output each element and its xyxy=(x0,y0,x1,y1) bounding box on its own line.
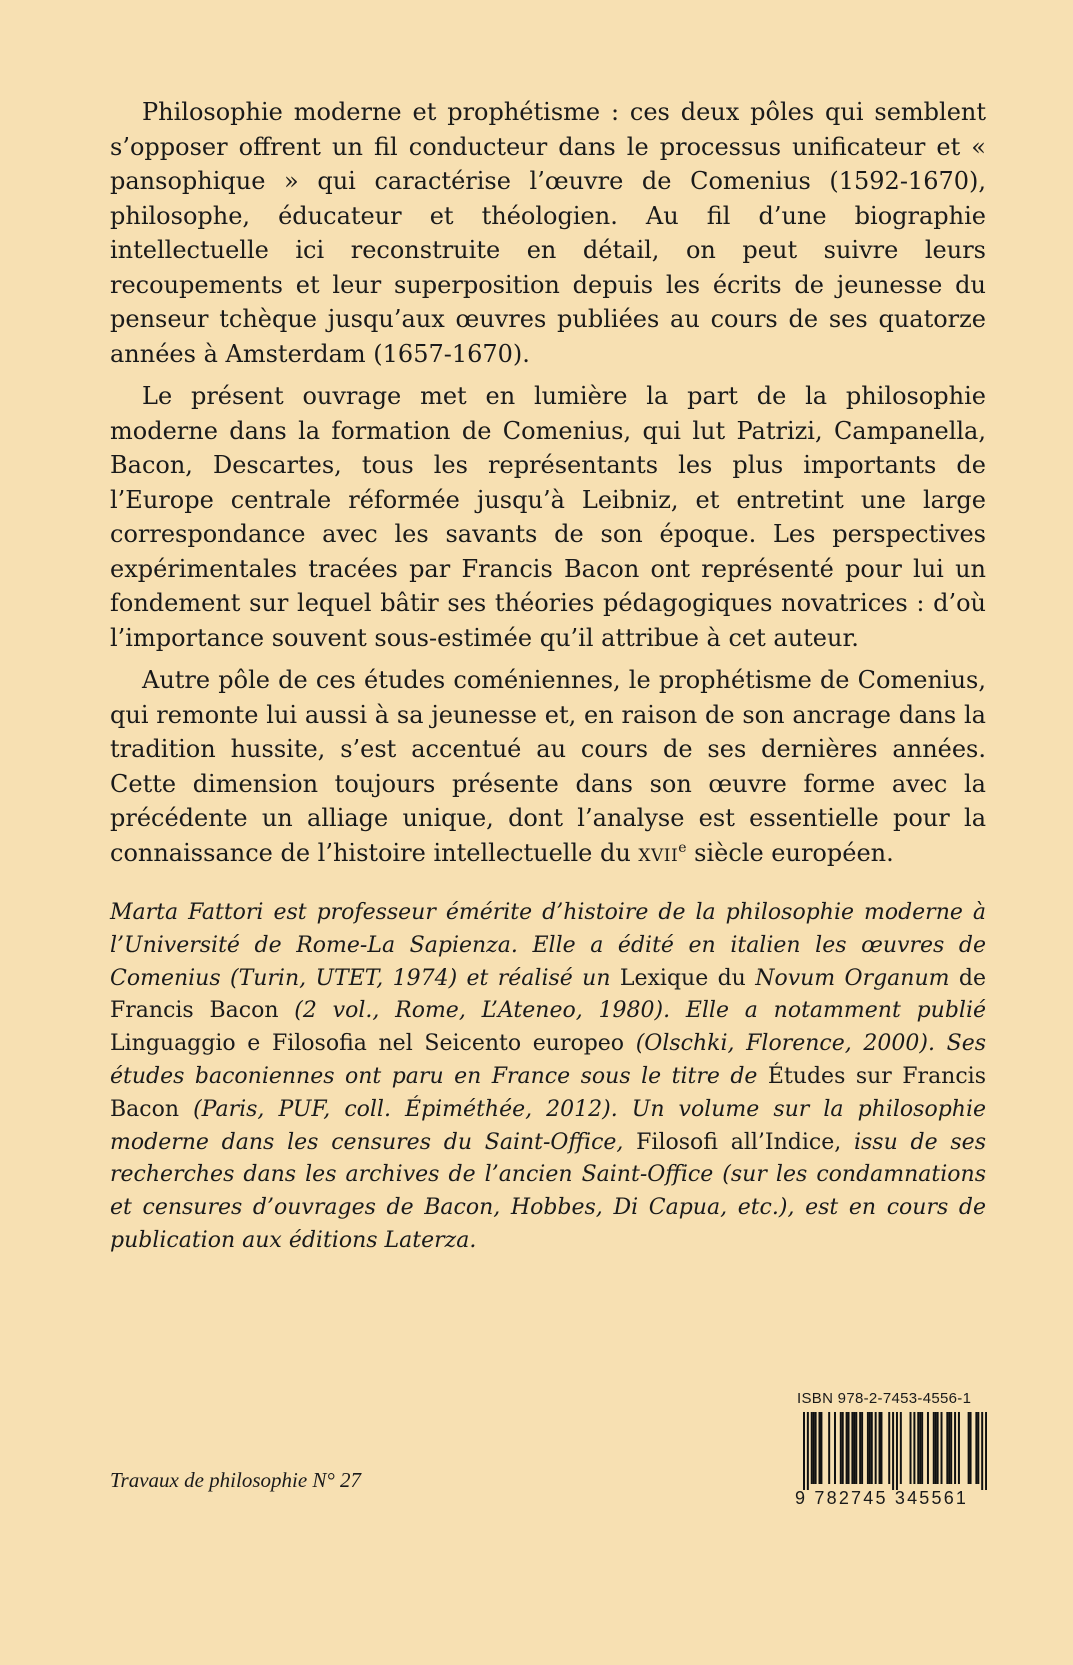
back-cover-text xyxy=(110,95,986,878)
bio-segment: Linguaggio e Filosofia nel Seicento europeo xyxy=(110,1031,636,1057)
century-numeral: xvii xyxy=(638,838,679,867)
barcode-bar xyxy=(869,1412,871,1484)
barcode-bar xyxy=(950,1412,952,1484)
barcode-bar xyxy=(880,1412,882,1484)
barcode-bar xyxy=(977,1412,979,1484)
barcode-bar xyxy=(803,1412,805,1490)
bio-segment: Lexique du xyxy=(619,965,756,991)
barcode-bar xyxy=(871,1412,873,1484)
barcode-bar xyxy=(958,1412,960,1484)
paragraph-3-before: Autre pôle de ces études coméniennes, le prophétisme de Comenius, qui remonte lui aussi à sa jeunesse et, en raison de son ancrage dans la tradition hussite, s’est accentué au cours de ses dernières années. Cette dimension toujours présente dans son œuvre forme avec la précédente un alliage unique, dont l’analyse est essentielle pour la connaissance de l’histoire intellectuelle du xyxy=(110,666,986,867)
barcode-bar xyxy=(879,1412,881,1484)
bio-segment: Novum Organum xyxy=(755,965,950,991)
barcode-bar xyxy=(975,1412,977,1484)
barcode-bar xyxy=(815,1412,817,1484)
barcode-icon xyxy=(803,1412,987,1490)
paragraph-1: Philosophie moderne et prophétisme : ces deux pôles qui semblent s’opposer offrent un fil conducteur dans le processus unificateur et « pansophique » qui caractérise l’œuvre de Comenius (1592-1670), philosophe, éducateur et théologien. Au fil d’une biographie intellectuelle ici reconstruite en détail, on peut suivre leurs recoupements et leur superposition depuis les écrits de jeunesse du penseur tchèque jusqu’aux œuvres publiées au cours de ses quatorze années à Amsterdam (1657-1670). xyxy=(110,98,986,368)
barcode-bar xyxy=(828,1412,830,1484)
barcode-bar xyxy=(948,1412,950,1484)
author-biography xyxy=(110,897,986,1258)
ean-digits: 9 782745 345561 xyxy=(795,1488,969,1508)
barcode-bar xyxy=(917,1412,919,1484)
barcode-bar xyxy=(855,1412,857,1484)
bio-segment: (2 vol., Rome, L’Ateneo, 1980). Elle a notamment publié xyxy=(294,998,987,1024)
barcode-bar xyxy=(840,1412,842,1484)
barcode-bar xyxy=(834,1412,836,1484)
barcode-bar xyxy=(970,1412,972,1484)
paragraph-2: Le présent ouvrage met en lumière la part de la philosophie moderne dans la formation de Comenius, qui lut Patrizi, Campanella, Bacon, Descartes, tous les représentants les plus importants de l’Europe centrale réformée jusqu’à Leibniz, et entretint une large correspondance avec les savants de son époque. Les perspectives expérimentales tracées par Francis Bacon ont représenté pour lui un fondement sur lequel bâtir ses théories pédagogiques novatrices : d’où l’importance souvent sous-estimée qu’il attribue à cet auteur. xyxy=(110,382,986,652)
barcode-bar xyxy=(851,1412,853,1484)
barcode-bar xyxy=(985,1412,987,1490)
barcode-bar xyxy=(910,1412,912,1484)
series-label: Travaux de philosophie N° 27 xyxy=(110,1468,362,1492)
barcode-bar xyxy=(935,1412,937,1484)
barcode-bar xyxy=(846,1412,848,1484)
barcode-bar xyxy=(842,1412,844,1484)
barcode-bar xyxy=(888,1412,890,1484)
century-superscript: e xyxy=(678,839,687,856)
barcode-bar xyxy=(913,1412,915,1484)
barcode-bar xyxy=(861,1412,863,1484)
barcode-bar xyxy=(927,1412,929,1484)
barcode-bar xyxy=(919,1412,921,1484)
bio-segment: Études sur Francis Bacon xyxy=(110,1063,986,1122)
bio-segment: Filosofi all’Indice, xyxy=(636,1129,854,1155)
barcode-bar xyxy=(933,1412,935,1484)
barcode-bar xyxy=(807,1412,809,1490)
barcode-bar xyxy=(954,1412,956,1484)
bio-segment: issu de ses recherches dans les archives de l’ancien Saint-Office (sur les condamnations et censures d’ouvrages de Bacon, Hobbes, Di Capua, etc.), est en cours de publication aux éditions Laterza. xyxy=(110,1129,986,1253)
isbn-label: ISBN 978-2-7453-4556-1 xyxy=(797,1390,972,1407)
barcode-bar xyxy=(937,1412,939,1484)
barcode-bar xyxy=(859,1412,861,1484)
barcode-bar xyxy=(818,1412,820,1484)
barcode-bar xyxy=(968,1412,970,1484)
barcode-bar xyxy=(981,1412,983,1490)
barcode-bar xyxy=(813,1412,815,1484)
bio-segment: (Olschki, Florence, 2000). Ses études baconiennes ont paru en France sous le titre de xyxy=(110,1031,986,1089)
bio-segment: (Paris, PUF, coll. Épiméthée, 2012). Un volume sur la philosophie moderne dans les censures du Saint-Office, xyxy=(110,1096,986,1155)
barcode-bar xyxy=(853,1412,855,1484)
barcode-bar xyxy=(946,1412,948,1484)
paragraph-3-after: siècle européen. xyxy=(686,838,894,867)
bio-segment: de Francis Bacon xyxy=(110,965,986,1024)
barcode-bar xyxy=(921,1412,923,1484)
barcode-bar xyxy=(867,1412,869,1484)
barcode-bar xyxy=(811,1412,813,1484)
paragraph-3 xyxy=(110,663,986,870)
barcode-bar xyxy=(941,1412,943,1484)
isbn-block xyxy=(795,1390,989,1509)
barcode-bar xyxy=(896,1412,898,1490)
bio-segment: Marta Fattori est professeur émérite d’histoire de la philosophie moderne à l’Université de Rome-La Sapienza. Elle a édité en italien les œuvres de Comenius (Turin, UTET, 1974) et réalisé un xyxy=(110,900,986,991)
barcode-bar xyxy=(900,1412,902,1484)
barcode-bar xyxy=(875,1412,877,1484)
barcode-bar xyxy=(820,1412,822,1484)
barcode-bar xyxy=(892,1412,894,1490)
barcode-bar xyxy=(848,1412,850,1484)
